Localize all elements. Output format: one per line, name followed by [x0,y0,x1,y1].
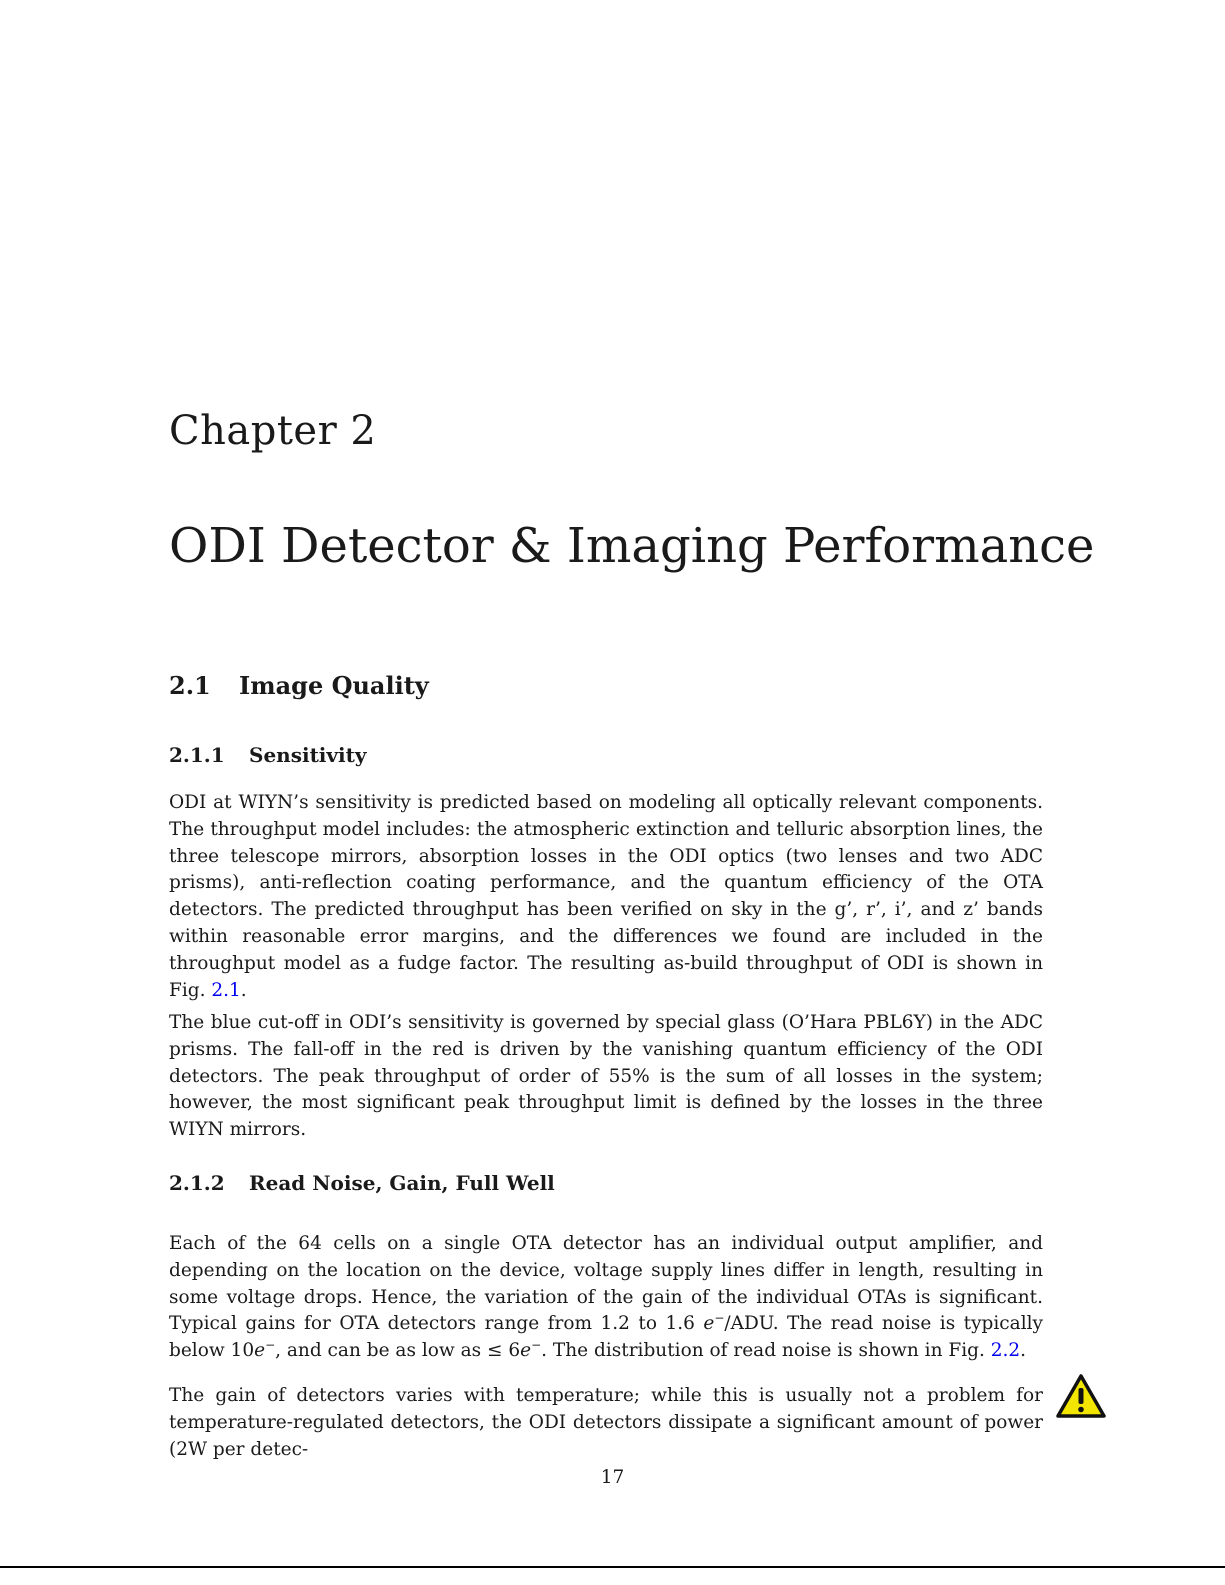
math-superscript: − [265,1338,276,1353]
subsection-heading-2-1-2 [169,1169,555,1197]
paragraph-text: The blue cut-off in ODI’s sensitivity is governed by special glass (O’Hara PBL6Y) in the ADC prisms. The fall-off in the red is driven by the vanishing quantum efficiency of the ODI detectors. The peak throughput of order of 55% is the sum of all losses in the system; however, the most significant peak throughput limit is defined by the losses in the three WIYN mirrors. [169,1012,1043,1141]
paragraph-text: . The distribution of read noise is shown in Fig. [541,1340,991,1362]
paragraph-text: ODI at WIYN’s sensitivity is predicted based on modeling all optically relevant components. The throughput model includes: the atmospheric extinction and telluric absorption lines, the three telescope mirrors, absorption losses in the ODI optics (two lenses and two ADC prisms), anti-reflection coating performance, and the quantum efficiency of the OTA detectors. The predicted throughput has been verified on sky in the g’, r’, i’, and z’ bands within reasonable error margins, and the differences we found are included in the throughput model as a fudge factor. The resulting as-build throughput of ODI is shown in Fig. [169,792,1043,1001]
paragraph-end: . [240,979,247,1001]
paragraph-text: /ADU. The read noise is typically below 10 [169,1313,1043,1362]
math-superscript: − [714,1311,725,1326]
subsection-number: 2.1.1 [169,743,225,767]
paragraph-end: . [1020,1340,1027,1362]
chapter-title: ODI Detector & Imaging Performance [169,518,1095,574]
paragraph-sensitivity-1 [169,790,1043,1004]
section-heading-2-1 [169,670,429,702]
paragraph-text: Each of the 64 cells on a single OTA detector has an individual output amplifier, and depending on the location on the device, voltage supply lines differ in length, resulting in some voltage drops. Hence, the variation of the gain of the individual OTAs is significant. Typical gains for OTA detectors range from 1.2 to 1.6 [169,1233,1043,1335]
math-electron: e [703,1313,715,1335]
figure-ref-link[interactable]: 2.2 [990,1340,1021,1362]
section-number: 2.1 [169,671,211,700]
math-electron: e [254,1340,266,1362]
subsection-title: Sensitivity [249,743,367,767]
math-superscript: − [531,1338,542,1353]
figure-ref-link[interactable]: 2.1 [211,979,241,1001]
warning-icon[interactable] [1055,1373,1107,1419]
bottom-divider [0,1566,1225,1568]
paragraph-text: The gain of detectors varies with temperature; while this is usually not a problem for temperature-regulated detectors, the ODI detectors dissipate a significant amount of power (2W per detec- [169,1385,1043,1460]
chapter-label: Chapter 2 [169,408,377,454]
page-number: 17 [600,1467,625,1488]
subsection-number: 2.1.2 [169,1171,225,1195]
paragraph-text: , and can be as low as ≤ 6 [275,1340,521,1362]
subsection-title: Read Noise, Gain, Full Well [249,1171,555,1195]
math-electron: e [520,1340,532,1362]
section-title: Image Quality [239,671,429,700]
subsection-heading-2-1-1 [169,741,366,769]
paragraph-read-noise-1 [169,1231,1043,1365]
paragraph-sensitivity-2 [169,1010,1043,1144]
paragraph-read-noise-2 [169,1383,1043,1463]
